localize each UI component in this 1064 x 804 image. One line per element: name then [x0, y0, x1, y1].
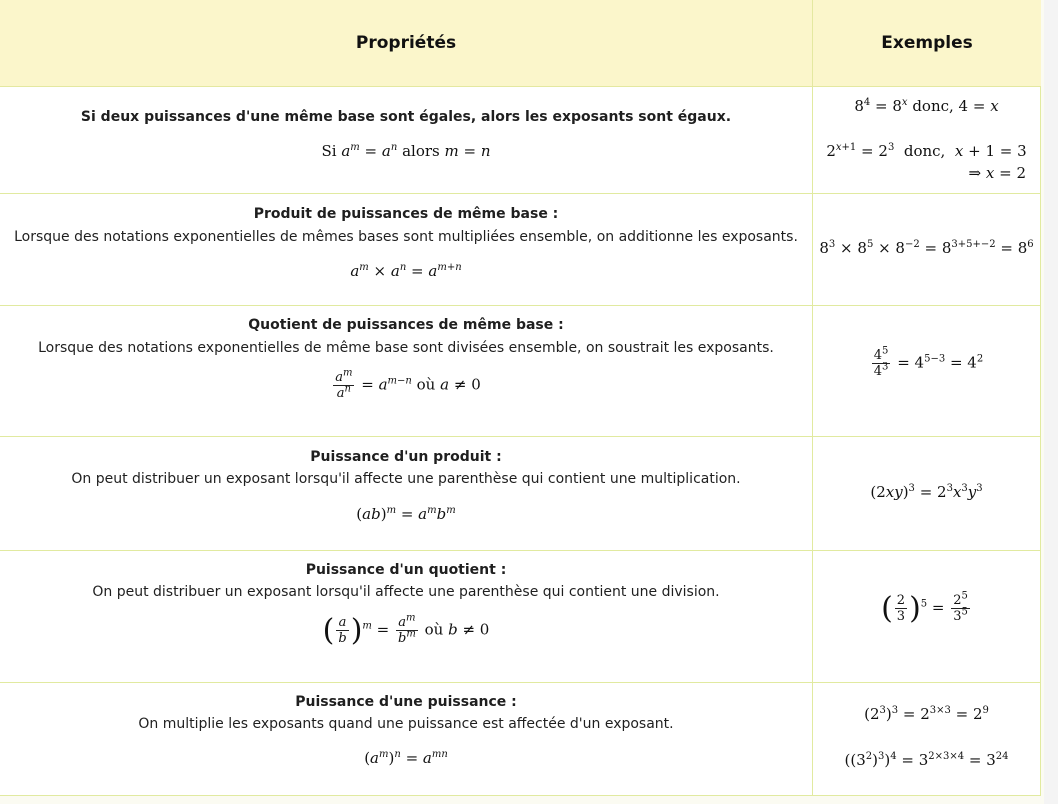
header-examples: Exemples: [881, 33, 973, 53]
table-header: [0, 0, 1041, 87]
header-properties: Propriétés: [355, 33, 457, 53]
property-description: Lorsque des notations exponentielles de même base sont divisées ensemble, on soustrait les exposants.: [38, 340, 774, 356]
table-row: [0, 683, 1041, 796]
property-cell: [0, 194, 812, 305]
table-border: [1040, 306, 1041, 436]
property-title: Quotient de puissances de même base :: [248, 317, 564, 333]
example-cell: [813, 306, 1040, 436]
word-if: Si: [321, 142, 337, 160]
table-border: [1040, 683, 1041, 795]
example-formula: $2^{x+1} = 2^3$ donc, x + 1 = 3: [826, 142, 1027, 160]
property-formula: $\frac{a^m}{a^n}$ = $a^{m-n}$ où a ≠ 0: [335, 367, 481, 401]
table-row: [0, 87, 1041, 194]
example-formula: $8^3 \times 8^5 \times 8^{-2} = 8^{3+5+-2} = 8^6$: [819, 239, 1034, 257]
property-description: Lorsque des notations exponentielles de mêmes bases sont multipliées ensemble, on additionne les exposants.: [14, 229, 798, 245]
property-title: Puissance d'un quotient :: [305, 562, 507, 578]
scrollbar-track[interactable]: [1044, 0, 1058, 804]
table-border: [1040, 437, 1041, 550]
property-formula: $(ab)^m = a^mb^m$: [356, 505, 456, 523]
property-cell: [0, 551, 812, 682]
example-formula: ⇒ x = 2: [968, 164, 1026, 182]
table-border: [1040, 87, 1041, 193]
example-cell: [813, 194, 1040, 305]
word-then: alors: [402, 142, 440, 160]
word-where: où: [416, 375, 436, 394]
property-cell: [0, 87, 812, 193]
example-formula: $(2xy)^3 = 2^3x^3y^3$: [870, 483, 983, 501]
example-formula: ( $\frac{2}{3}$ )$^5$ = $\frac{2^5}{3^5}$: [881, 590, 968, 626]
example-formula: $((3^2)^3)^4 = 3^{2\times 3\times 4} = 3^{24}$: [844, 751, 1009, 769]
table-row: [0, 551, 1041, 683]
property-title: Produit de puissances de même base :: [253, 206, 559, 222]
table-row: [0, 306, 1041, 437]
property-title: Si deux puissances d'une même base sont égales, alors les exposants sont égaux.: [80, 109, 732, 125]
example-formula: $(2^3)^3 = 2^{3\times 3} = 2^9$: [864, 705, 989, 723]
property-formula: $(a^m)^n = a^{mn}$: [364, 749, 448, 767]
example-formula: $8^4 = 8^x$ donc, 4 = x: [854, 97, 999, 115]
example-cell: [813, 437, 1040, 550]
property-title: Puissance d'un produit :: [310, 449, 502, 465]
property-cell: [0, 306, 812, 436]
property-description: On peut distribuer un exposant lorsqu'il affecte une parenthèse qui contient une multiplication.: [71, 471, 741, 487]
word-therefore: donc,: [912, 97, 954, 115]
example-cell: [813, 683, 1040, 795]
word-where: où: [424, 620, 444, 639]
property-cell: [0, 437, 812, 550]
property-description: On multiplie les exposants quand une puissance est affectée d'un exposant.: [138, 716, 674, 732]
table-row: [0, 437, 1041, 551]
property-title: Puissance d'une puissance :: [295, 694, 517, 710]
table-row: [0, 194, 1041, 306]
example-cell: [813, 551, 1040, 682]
property-formula: Si $a^m = a^n$ alors m = n: [321, 142, 491, 160]
example-formula: $\frac{4^5}{4^3}$ = $4^{5-3} = 4^2$: [873, 345, 984, 379]
property-formula: $a^m \times a^n = a^{m+n}$: [350, 262, 462, 280]
property-cell: [0, 683, 812, 795]
property-description: On peut distribuer un exposant lorsqu'il affecte une parenthèse qui contient une division.: [92, 584, 720, 600]
table-border: [1040, 551, 1041, 682]
example-cell: [813, 87, 1040, 193]
property-formula: ( $\frac{a}{b}$ )$^m$ = $\frac{a^m}{b^m}$ où b ≠ 0: [322, 612, 490, 648]
table-border: [1040, 194, 1041, 305]
word-therefore: donc,: [903, 142, 946, 160]
